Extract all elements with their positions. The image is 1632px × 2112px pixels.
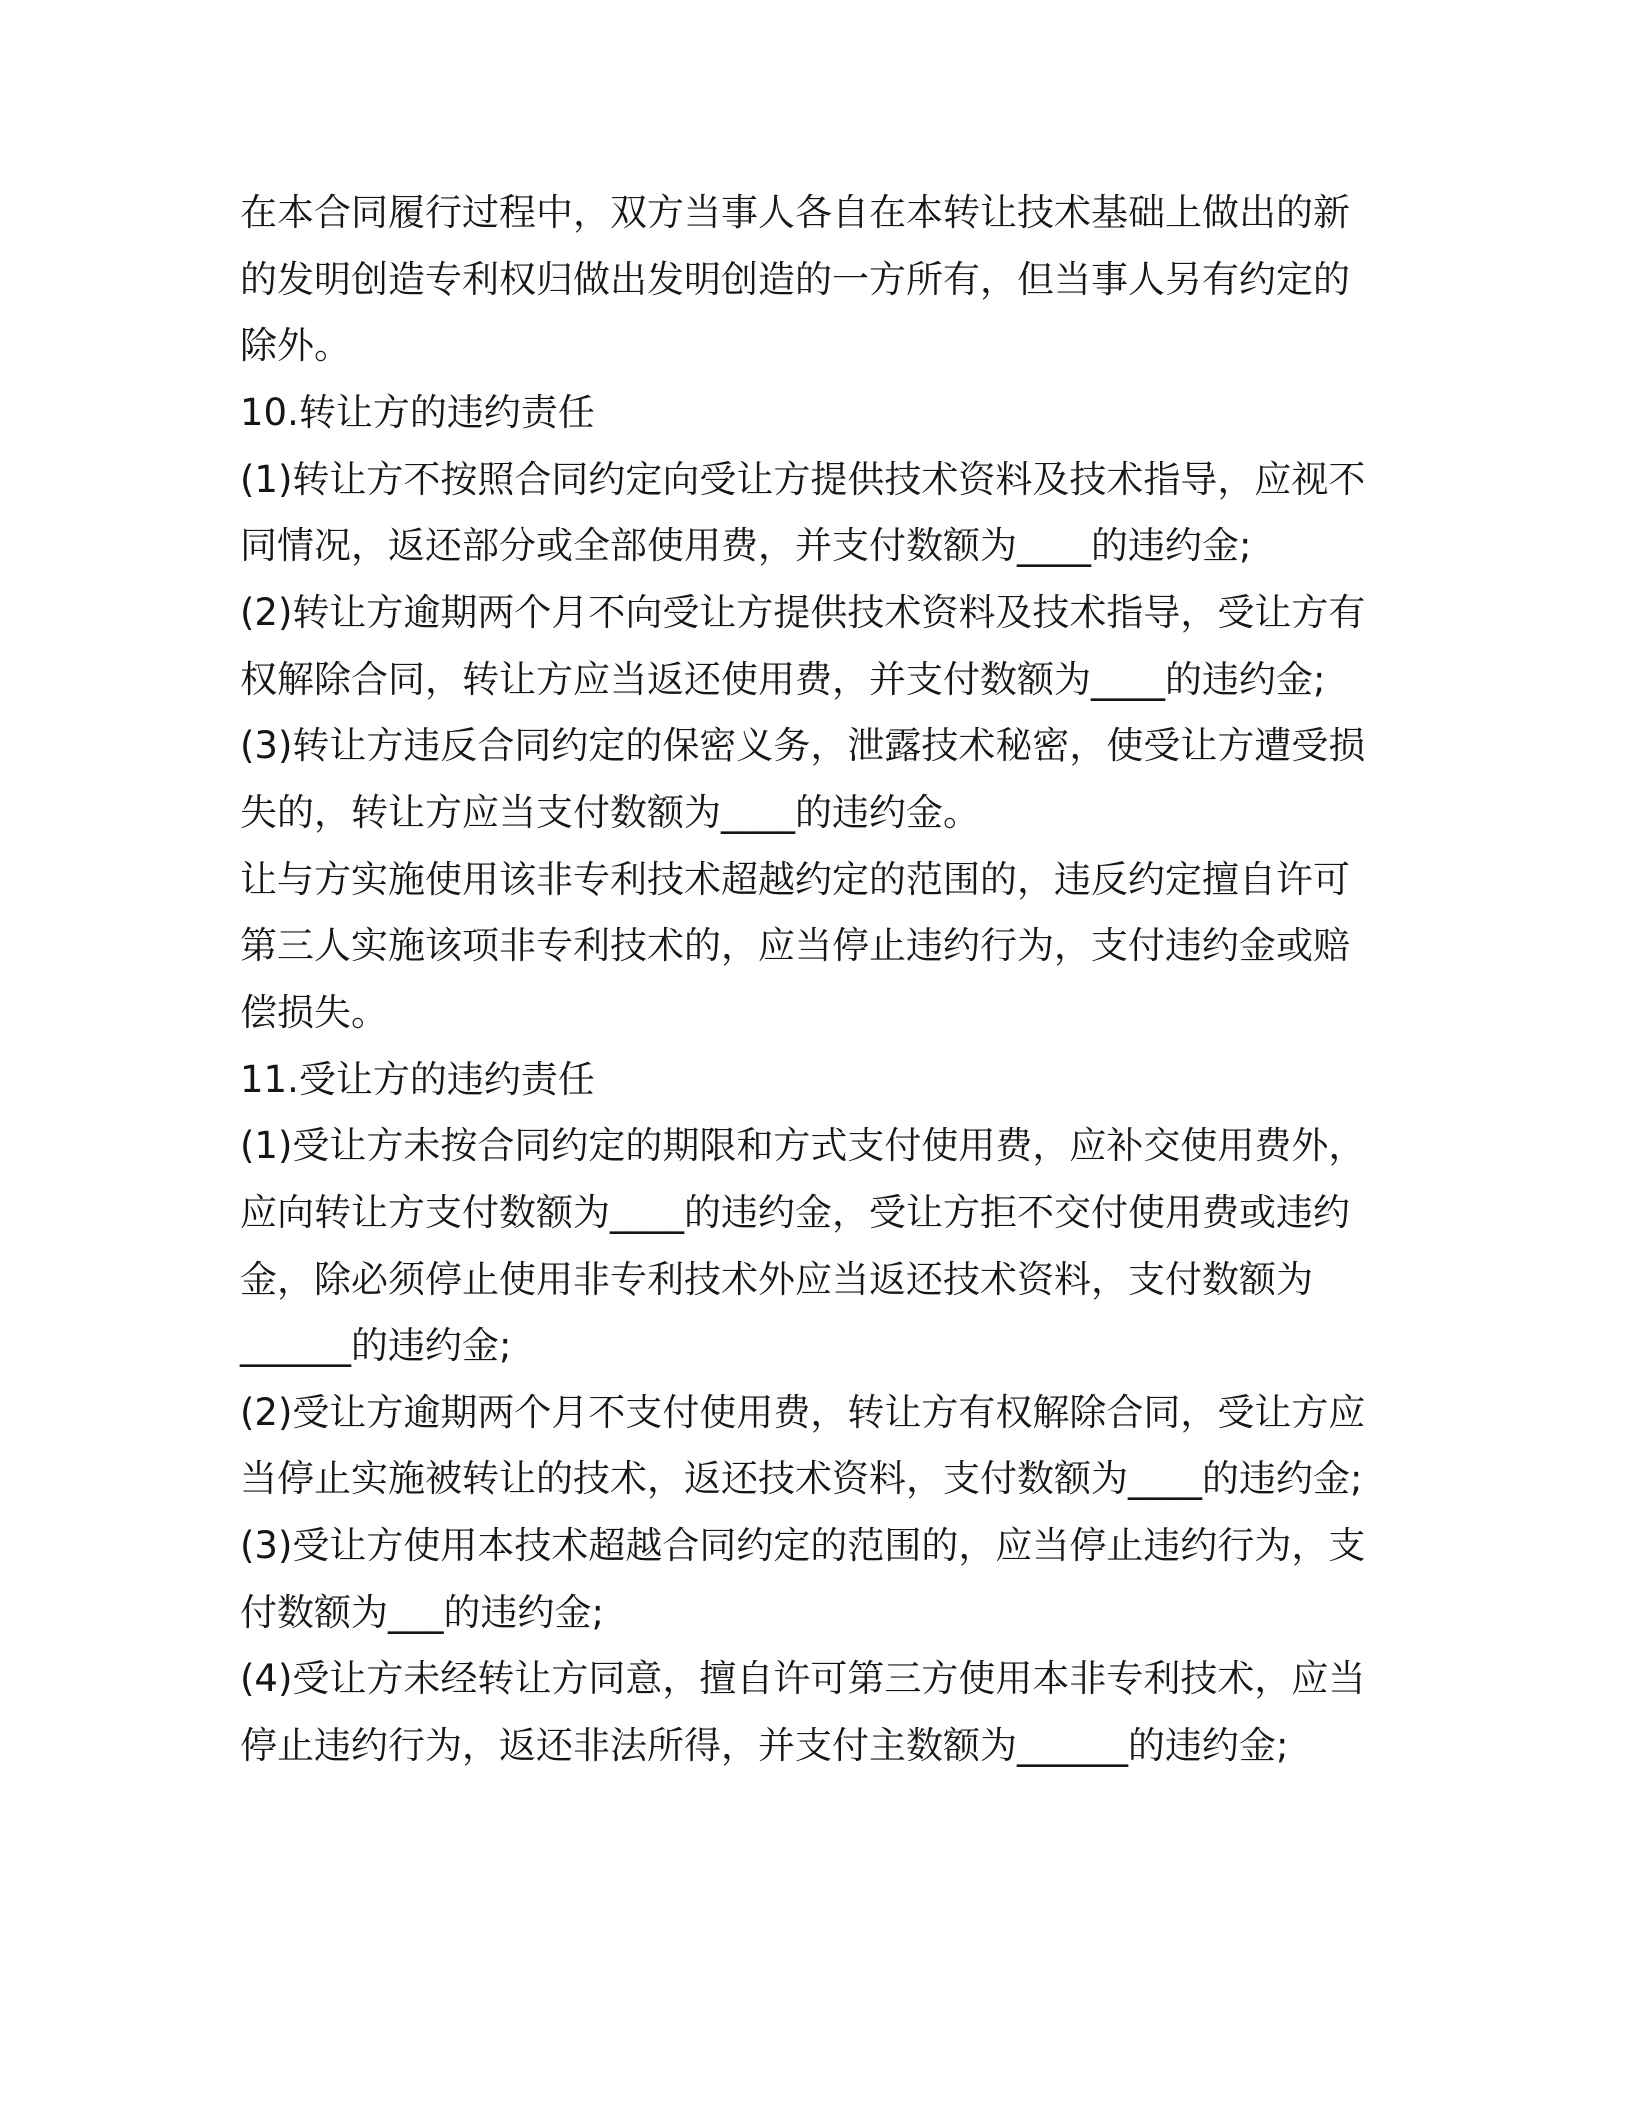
clause-item: [240, 1646, 1600, 1779]
text-line: 失的，转让方应当支付数额为____的违约金。: [240, 790, 980, 834]
text-line: 金，除必须停止使用非专利技术外应当返还技术资料，支付数额为: [240, 1257, 1313, 1301]
text-line: 的发明创造专利权归做出发明创造的一方所有，但当事人另有约定的: [240, 257, 1350, 301]
text-line: 同情况，返还部分或全部使用费，并支付数额为____的违约金;: [240, 524, 1252, 568]
text-line: 权解除合同，转让方应当返还使用费，并支付数额为____的违约金;: [240, 657, 1326, 701]
text-line: ______的违约金;: [240, 1324, 512, 1368]
section-10: [240, 380, 1600, 1047]
section-heading: 10.转让方的违约责任: [240, 390, 595, 434]
clause-item: [240, 1380, 1600, 1513]
text-line: 让与方实施使用该非专利技术超越约定的范围的，违反约定擅自许可: [240, 857, 1350, 901]
clause-item: [240, 1113, 1600, 1380]
text-line: (3)受让方使用本技术超越合同约定的范围的，应当停止违约行为，支: [240, 1524, 1366, 1568]
text-line: (2)受让方逾期两个月不支付使用费，转让方有权解除合同，受让方应: [240, 1390, 1366, 1434]
text-line: (4)受让方未经转让方同意，擅自许可第三方使用本非专利技术，应当: [240, 1657, 1366, 1701]
clause-item: [240, 580, 1600, 713]
text-line: (2)转让方逾期两个月不向受让方提供技术资料及技术指导，受让方有: [240, 590, 1366, 634]
text-line: (1)转让方不按照合同约定向受让方提供技术资料及技术指导，应视不: [240, 457, 1366, 501]
clause-item: [240, 1513, 1600, 1646]
text-line: 应向转让方支付数额为____的违约金，受让方拒不交付使用费或违约: [240, 1190, 1350, 1234]
text-line: 停止违约行为，返还非法所得，并支付主数额为______的违约金;: [240, 1724, 1289, 1768]
section-heading: 11.受让方的违约责任: [240, 1057, 595, 1101]
clause-item: [240, 447, 1600, 580]
text-line: (1)受让方未按合同约定的期限和方式支付使用费，应补交使用费外，: [240, 1124, 1366, 1168]
text-line: 当停止实施被转让的技术，返还技术资料，支付数额为____的违约金;: [240, 1457, 1363, 1501]
section-11: [240, 1047, 1600, 1780]
text-line: 除外。: [240, 324, 351, 368]
document-body: [240, 180, 1600, 1780]
intro-paragraph: [240, 180, 1600, 380]
clause-item: [240, 713, 1600, 846]
text-line: 偿损失。: [240, 990, 388, 1034]
text-line: (3)转让方违反合同约定的保密义务，泄露技术秘密，使受让方遭受损: [240, 724, 1366, 768]
text-line: 在本合同履行过程中，双方当事人各自在本转让技术基础上做出的新: [240, 191, 1350, 234]
section-note: [240, 847, 1600, 1047]
text-line: 第三人实施该项非专利技术的，应当停止违约行为，支付违约金或赔: [240, 924, 1350, 968]
text-line: 付数额为___的违约金;: [240, 1590, 604, 1634]
